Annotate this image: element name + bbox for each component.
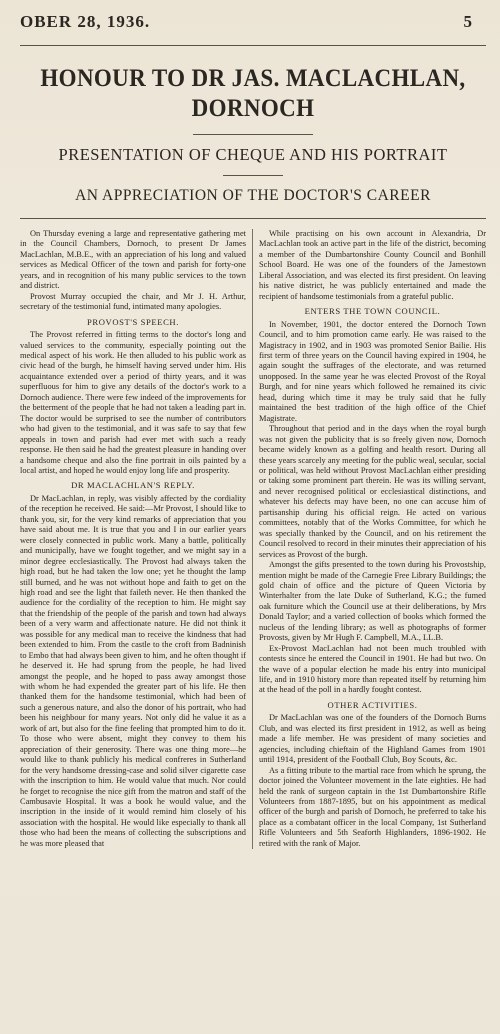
paragraph: Ex-Provost MacLachlan had not been much troubled with contests since he entered the Council in 1901. He had but two. On the wave of a popular election he made his entry into municipal life, and in 1910 history more than repeated itself by returning him at the head of the poll in a hardly fought contest. [259,643,486,695]
paragraph: Amongst the gifts presented to the town during his Provostship, mention might be made of the Carnegie Free Library Buildings; the gold chain of office and the picture of Queen Victoria by Winterhalter from the late Duke of Sutherland, K.G.; the fumed oak furniture which the Council use at their deliberations, by Mrs Donald Taylor; and a varied collection of books which formed the nucleus of the lending library; as well as photographs of former Provosts, given by Mr Hugh F. Campbell, M.A., LL.B. [259,560,486,643]
right-column [253,229,486,849]
paragraph: Throughout that period and in the days when the royal burgh was not given the publicity that is so freely given now, Dornoch became widely known as a golfing and health resort. During all these years scarcely any meeting for the public weal, secular, social or political, was held without Provost MacLachlan either presiding or taking some prominent part therein. He was its willing servant, and never recognised political or ecclesiastical distinctions, and whatever his defects may have been, no one can accuse him of partisanship during his official reign. He acted on various committees, notably that of the Works Committee, for which he was specially thanked by the Council, and on his retirement the Council resolved to record in their minutes their appreciation of his services as Provost of the burgh. [259,424,486,559]
divider [223,175,283,176]
divider [193,134,313,135]
divider [20,218,486,219]
section-heading: PROVOST'S SPEECH. [87,316,179,327]
paragraph: Dr MacLachlan, in reply, was visibly affected by the cordiality of the reception he received. He said:—Mr Provost, I should like to thank you, sir, for the very kind remarks of appreciation that you have said about me. It is true that you and I in our earlier years were closely connected in public work. Many a battle, politically and municipally, have we fought together, and we might say in a minor degree ecclesiastically. The Provost had always taken the high road, but he had taken the low one; yet he thought the lamp still burned, and he was not without hope and faith to get on the high road and see the light that faileth never. He then thanked the audience for the cordiality of the reception to him. He might say that the friendship of the people of the parish and town had always been of a very warm and affectionate nature. He did not think it was possible for any medical man to receive the kindness that had been extended to him. From the castle to the croft from Badninish to Embo that had always been given to him, and he often thought if he deserved it. He had sprung from the people, he had lived amongst the people, and he hoped to pass away amongst those with whom he had expended the greater part of his life. He then thanked them for the handsome testimonial, which had been of such a generous nature, and also the donor of his portrait, who had been his neighbour for many years. Not only did he value it as a work of art, but also for the fine feeling that prompted him to do it. To those who were absent, might they convey to them his appreciation of their generosity. There was one thing more—he would like to thank publicly his medical confreres in Sutherland for the very handsome dressing-case and solid silver cigarette case with the inscription to him. He would value that much. Nor could he forget to recognise the nice gift from the matron and staff of the Cambusavie Hospital. It was a book he would value, and the inscription in the inside of it would remind him closely of his association with the hospital. He would like especially to thank all those who had been the means of collecting the subscriptions and he was more pleased that [20,493,246,848]
paragraph: Provost Murray occupied the chair, and Mr J. H. Arthur, secretary of the testimonial fund, intimated many apologies. [20,291,246,312]
paragraph: The Provost referred in fitting terms to the doctor's long and valued services to the community, especially pointing out the medical aspect of his work. He then alluded to his public work as civic head of the burgh, he himself having served under him. His acquaintance extended over a period of thirty years, and it was superfluous for him to give any details of the doctor's work to a Dornoch audience. There were few indeed of the improvements for the betterment of the people that he had not taken a leading part in. The doctor would be surprised to see the number of contributors who had given to the testimonial, and it was safe to say that few appeals in town and parish had ever met with such a ready response. He then said he had the greatest pleasure in handing over a handsome cheque and also the fine portrait in oils painted by a local artist, and hoped he would enjoy long life and prosperity. [20,330,246,475]
subheadline: PRESENTATION OF CHEQUE AND HIS PORTRAIT [58,145,448,164]
masthead [20,0,486,46]
paragraph: As a fitting tribute to the martial race from which he sprung, the doctor joined the Volunteer movement in the late eighties. He had held the rank of surgeon captain in the 1st Dumbartonshire Rifle Volunteers from 1887-1895, but on his appointment as medical officer of the burgh and parish of Dornoch, he preferred to take his place as a combatant officer in the local Company, 1st Sutherland Rifle Volunteers and 5th Seaforth Highlanders, 1896-1902. He retired with the rank of Major. [259,765,486,848]
left-column [20,229,253,849]
section-heading: OTHER ACTIVITIES. [327,699,418,710]
section-heading: ENTERS THE TOWN COUNCIL. [304,306,441,317]
paragraph: In November, 1901, the doctor entered the Dornoch Town Council, and to him promotion came early. He was raised to the Magistracy in 1902, and in 1903 was promoted Senior Bailie. His first term of three years on the Council having expired in 1904, he again sought the suffrages of the electorate, and was returned unopposed. In the same year he was elected Provost of the Royal Burgh, and for nine years which followed he remained its civic head, during which time it may be truly said that he fully maintained the best tradition of the high office of the Chief Magistrate. [259,319,486,423]
issue-date: OBER 28, 1936. [20,12,151,31]
headline: HONOUR TO DR JAS. MACLACHLAN, DORNOCH [40,65,466,122]
paragraph: While practising on his own account in Alexandria, Dr MacLachlan took an active part in the life of the district, becoming a member of the Dumbartonshire County Council and Bonhill School Board. He was one of the founders of the Jamestown Liberal Association, and was elected its first president. On leaving his native district, he was publicly entertained and made the recipient of handsome testimonials from a grateful public. [259,229,486,301]
article-columns [20,229,486,849]
paragraph: Dr MacLachlan was one of the founders of the Dornoch Burns Club, and was elected its first president in 1912, as well as being made a life member. He was president of many societies and agencies, including chieftain of the Highland Games from 1901 until 1914, president of the Football Club, Boy Scouts, &c. [259,713,486,765]
paragraph: On Thursday evening a large and representative gathering met in the Council Chambers, Dornoch, to present Dr James MacLachlan, M.B.E., with an appreciation of his long and valued services as Medical Officer of the town and parish for forty-one years, and in recognition of his many public services to the town and district. [20,229,246,291]
section-heading: DR MACLACHLAN'S REPLY. [71,480,195,491]
page-number: 5 [463,12,472,31]
subheadline-secondary: AN APPRECIATION OF THE DOCTOR'S CAREER [75,187,431,204]
